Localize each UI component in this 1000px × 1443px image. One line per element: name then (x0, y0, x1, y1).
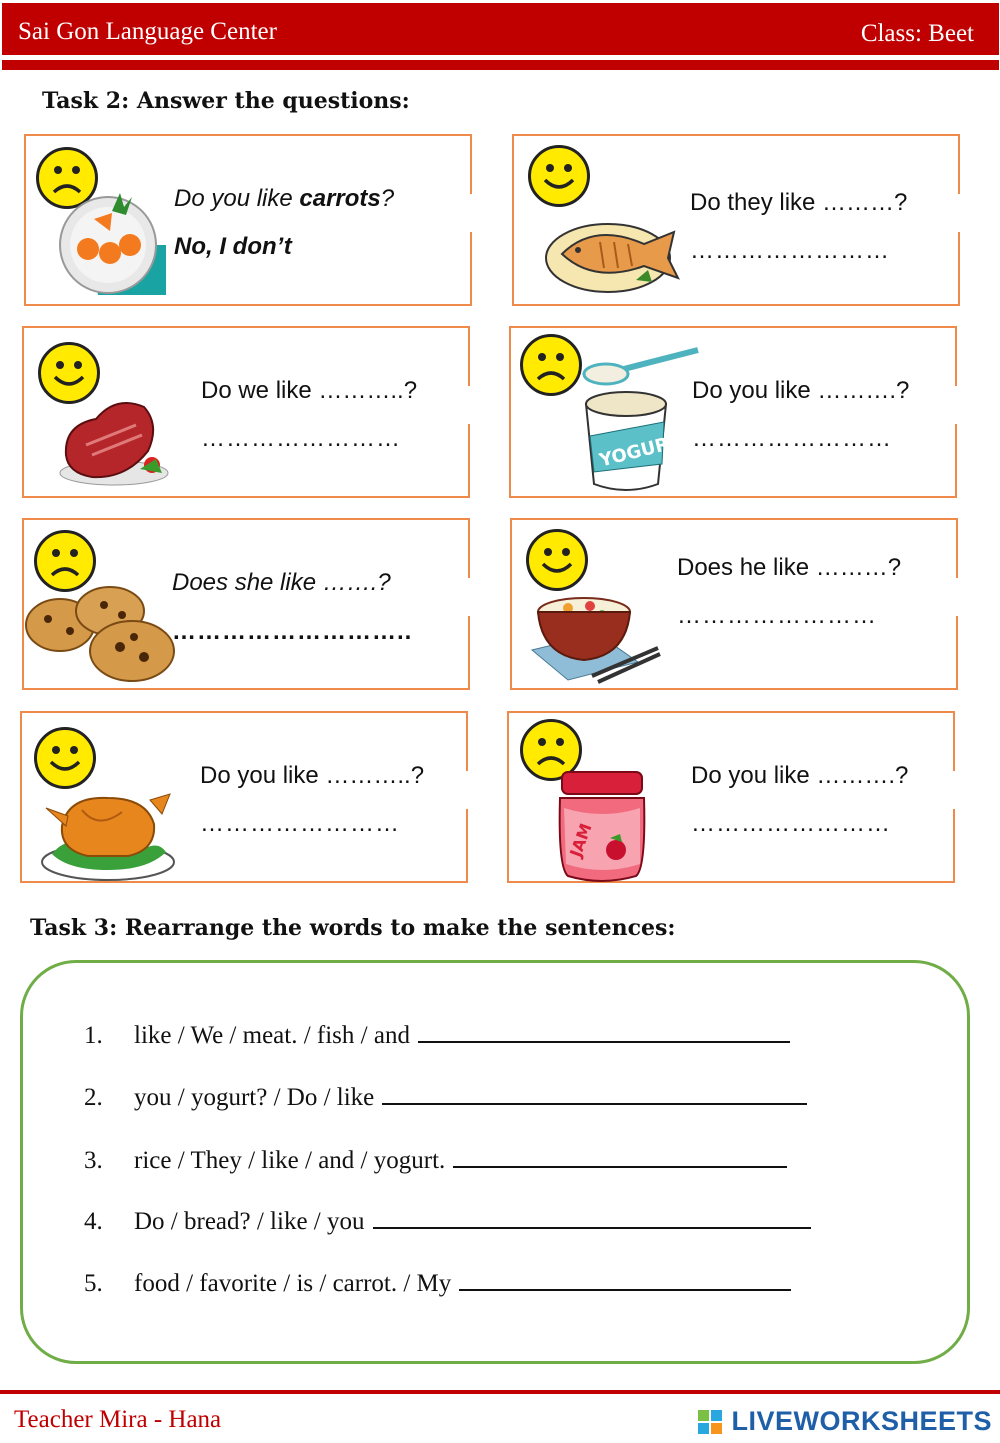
question-text: Do you like ……….? (691, 762, 909, 789)
happy-face-icon (528, 145, 590, 207)
answer-blank[interactable]: …………………… (690, 237, 890, 264)
task3-heading: Task 3: Rearrange the words to make the sentences: (30, 915, 676, 941)
sentence-item-5: 5. food / favorite / is / carrot. / My (84, 1269, 791, 1298)
question-text: Do they like ………? (690, 189, 908, 216)
footer-divider (0, 1390, 1000, 1394)
carrots-icon (58, 185, 168, 297)
task2-heading: Task 2: Answer the questions: (42, 88, 410, 114)
liveworksheets-logo[interactable]: LIVEWORKSHEETS (731, 1406, 992, 1436)
sad-face-icon (520, 334, 582, 396)
yogurt-icon (580, 346, 704, 492)
cookies-icon (24, 585, 180, 685)
answer-blank[interactable]: …………………… (201, 425, 401, 452)
question-text: Do you like ………..? (200, 762, 425, 789)
chicken-icon (38, 790, 176, 884)
answer-blank[interactable]: …………………… (691, 810, 891, 837)
answer-blank[interactable]: …………………… (677, 602, 877, 629)
class-label: Class: Beet (860, 20, 974, 47)
rice-bowl-icon (528, 590, 662, 684)
answer-blank[interactable]: …………………… (200, 810, 400, 837)
answer-text: No, I don’t (174, 233, 292, 260)
happy-face-icon (34, 727, 96, 789)
sentence-item-1: 1. like / We / meat. / fish / and (84, 1021, 790, 1050)
answer-line[interactable] (453, 1146, 787, 1168)
sentence-item-2: 2. you / yogurt? / Do / like (84, 1083, 807, 1112)
happy-face-icon (526, 529, 588, 591)
sentence-item-3: 3. rice / They / like / and / yogurt. (84, 1146, 787, 1175)
svg-text:YOGURT: YOGURT (597, 431, 683, 472)
question-text: Does he like ………? (677, 554, 902, 581)
question-text: Do you like ……….? (692, 377, 910, 404)
question-text: Does she like …….? (172, 569, 391, 596)
liveworksheets-logo-icon (698, 1410, 722, 1434)
answer-line[interactable] (459, 1269, 791, 1291)
svg-text:JAM: JAM (566, 820, 596, 860)
answer-blank[interactable]: ……………………….. (172, 618, 413, 645)
answer-blank[interactable]: …………………… (692, 425, 892, 452)
sentence-item-4: 4. Do / bread? / like / you (84, 1207, 811, 1236)
sad-face-icon (34, 530, 96, 592)
center-name: Sai Gon Language Center (18, 18, 277, 45)
question-text: Do we like ………..? (201, 377, 418, 404)
answer-line[interactable] (418, 1021, 790, 1043)
answer-line[interactable] (382, 1083, 807, 1105)
answer-line[interactable] (373, 1207, 811, 1229)
fish-icon (544, 212, 684, 296)
teacher-name: Teacher Mira - Hana (14, 1406, 222, 1433)
meat-icon (56, 395, 170, 489)
question-text: Do you like carrots? (174, 185, 395, 212)
header-divider (2, 60, 999, 70)
jam-icon (554, 768, 650, 884)
